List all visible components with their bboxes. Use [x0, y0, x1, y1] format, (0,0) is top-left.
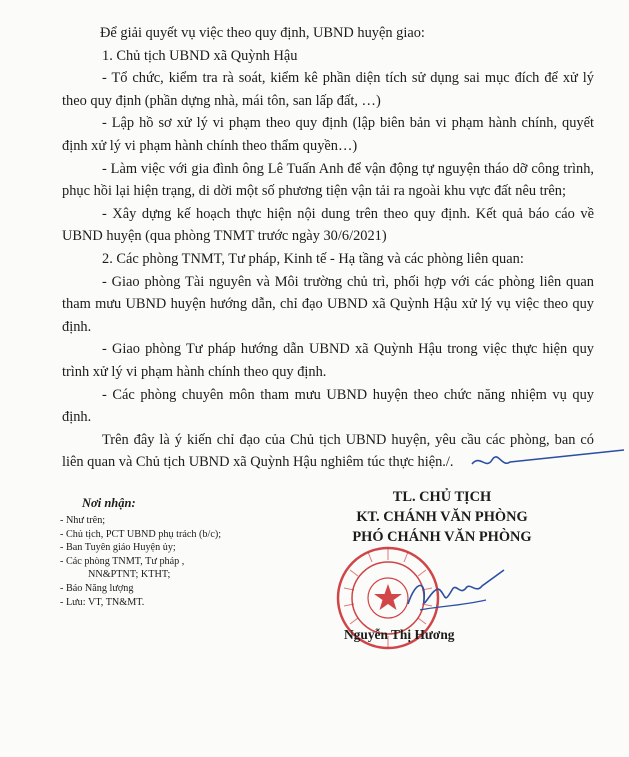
body-paragraph: Trên đây là ý kiến chỉ đạo của Chủ tịch UBND huyện, yêu cầu các phòng, ban có liên quan và Chủ tịch UBND xã Quỳnh Hậu nghiêm túc thực hiện./. [62, 431, 594, 471]
signature-title-2: KT. CHÁNH VĂN PHÒNG [356, 509, 528, 525]
body-paragraph: 2. Các phòng TNMT, Tư pháp, Kinh tế - Hạ tầng và các phòng liên quan: [102, 250, 524, 267]
body-paragraph: - Lập hồ sơ xử lý vi phạm theo quy định (lập biên bản vi phạm hành chính, quyết định xử lý vi phạm hành chính theo thẩm quyền…) [62, 115, 594, 154]
signature-title-3: PHÓ CHÁNH VĂN PHÒNG [352, 529, 532, 545]
list-item: - Chủ tịch, PCT UBND phụ trách (b/c); [60, 528, 222, 540]
body-paragraph: - Các phòng chuyên môn tham mưu UBND huyện theo chức năng nhiệm vụ quy định. [62, 386, 594, 426]
list-item: - Các phòng TNMT, Tư pháp , [60, 555, 185, 567]
signer-name: Nguyễn Thị Hương [344, 627, 455, 642]
recipients-title: Nơi nhận: [82, 496, 136, 510]
document-body [62, 22, 594, 474]
body-paragraph: - Giao phòng Tài nguyên và Môi trường chủ trì, phối hợp với các phòng liên quan tham mưu UBND huyện hướng dẫn, chỉ đạo UBND xã Quỳnh Hậu xử lý vụ việc theo quy định. [62, 273, 594, 335]
body-paragraph: Để giải quyết vụ việc theo quy định, UBND huyện giao: [100, 25, 425, 41]
signature-block [312, 487, 572, 547]
body-paragraph: 1. Chủ tịch UBND xã Quỳnh Hậu [102, 47, 298, 64]
body-paragraph: - Giao phòng Tư pháp hướng dẫn UBND xã Quỳnh Hậu trong việc thực hiện quy trình xử lý vi phạm hành chính theo quy định. [62, 341, 594, 380]
body-paragraph: - Làm việc với gia đình ông Lê Tuấn Anh để vận động tự nguyện tháo dỡ công trình, phục hồi lại hiện trạng, di dời một số phương tiện vận tải ra ngoài khu vực đất nêu trên; [62, 160, 594, 200]
recipients-block [60, 494, 310, 609]
list-item: NN&PTNT; KTHT; [88, 569, 171, 581]
list-item: - Như trên; [60, 515, 106, 526]
signature-title-1: TL. CHỦ TỊCH [392, 489, 492, 505]
list-item: - Lưu: VT, TN&MT. [60, 596, 145, 608]
recipients-list [60, 514, 310, 609]
body-paragraph: - Xây dựng kế hoạch thực hiện nội dung trên theo quy định. Kết quả báo cáo về UBND huyện (qua phòng TNMT trước ngày 30/6/2021) [62, 205, 594, 245]
pen-flourish-icon [468, 440, 628, 480]
body-paragraph: - Tổ chức, kiểm tra rà soát, kiểm kê phần diện tích sử dụng sai mục đích để xử lý theo quy định (phần dựng nhà, mái tôn, san lấp đất, …) [62, 70, 594, 109]
list-item: - Báo Năng lượng [60, 582, 134, 594]
handwritten-signature-icon [400, 560, 510, 620]
list-item: - Ban Tuyên giáo Huyện ủy; [60, 542, 176, 554]
